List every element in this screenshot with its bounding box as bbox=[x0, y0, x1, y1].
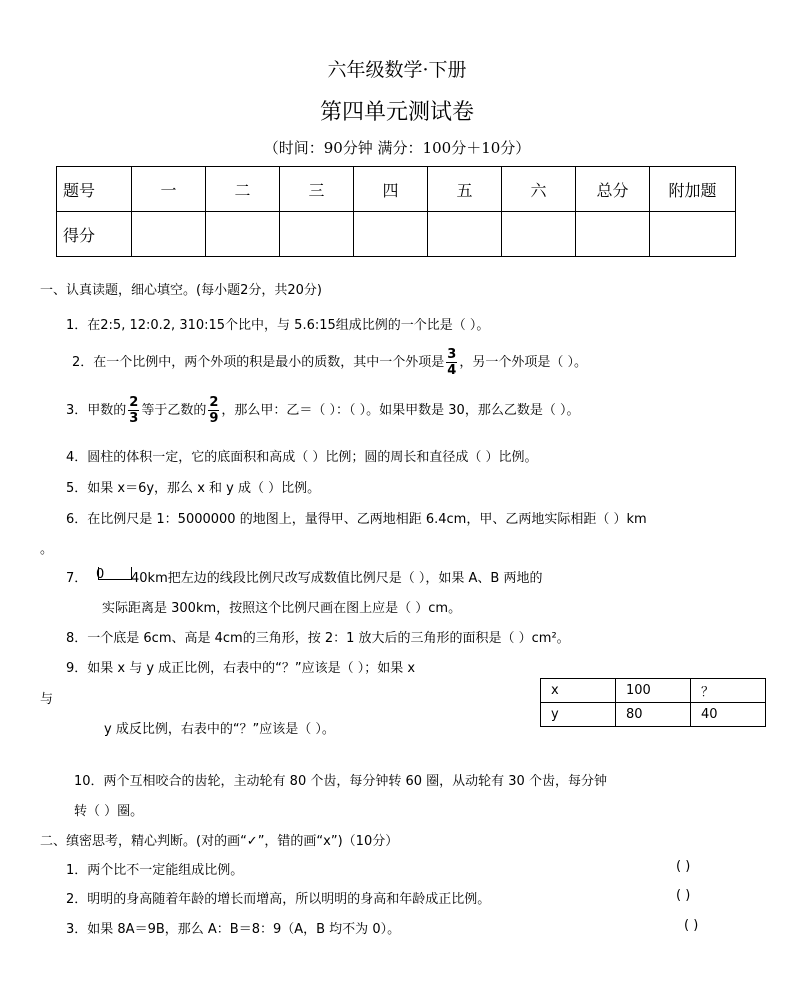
answer-slot-2-1[interactable]: ( ) bbox=[676, 859, 691, 874]
score-input-cell[interactable] bbox=[280, 212, 354, 257]
exam-title: 第四单元测试卷 bbox=[319, 100, 474, 125]
question-1-7-line2: 实际距离是 300km，按照这个比例尺画在图上应是（ ）cm。 bbox=[102, 601, 462, 616]
score-table-header-row bbox=[57, 167, 736, 212]
score-input-cell[interactable] bbox=[354, 212, 428, 257]
score-header-cell: 四 bbox=[354, 167, 428, 212]
score-header-cell: 二 bbox=[206, 167, 280, 212]
xy-table-cell: 100 bbox=[616, 679, 691, 703]
q3-text-b: 等于乙数的 bbox=[141, 403, 207, 418]
question-1-4: 4．圆柱的体积一定，它的底面积和高成（ ）比例；圆的周长和直径成（ ）比例。 bbox=[66, 450, 538, 465]
xy-table-row bbox=[541, 679, 766, 703]
exam-subtitle: （时间：90分钟 满分：100分＋10分） bbox=[263, 139, 531, 157]
q3-text-a: 3．甲数的 bbox=[66, 403, 127, 418]
score-input-cell[interactable] bbox=[428, 212, 502, 257]
question-2-2: 2．明明的身高随着年龄的增长而增高，所以明明的身高和年龄成正比例。 bbox=[66, 892, 491, 907]
score-header-cell: 附加题 bbox=[650, 167, 736, 212]
section2-heading: 二、缜密思考，精心判断。(对的画“✓”，错的画“x”)（10分） bbox=[40, 834, 399, 849]
question-1-6: 6．在比例尺是 1：5000000 的地图上，量得甲、乙两地相距 6.4cm，甲、乙两地实际相距（ ）km bbox=[66, 512, 647, 527]
score-input-cell[interactable] bbox=[502, 212, 576, 257]
question-2-1: 1．两个比不一定能组成比例。 bbox=[66, 863, 244, 878]
section1-heading: 一、认真读题，细心填空。(每小题2分，共20分) bbox=[40, 283, 322, 298]
question-1-6-tail: 。 bbox=[40, 542, 54, 557]
xy-value-table bbox=[540, 678, 766, 727]
question-2-3: 3．如果 8A＝9B，那么 A：B＝8：9（A，B 均不为 0）。 bbox=[66, 922, 401, 937]
question-1-8: 8．一个底是 6cm、高是 4cm的三角形，按 2：1 放大后的三角形的面积是（ ）cm²。 bbox=[66, 631, 570, 646]
xy-table-cell: ？ bbox=[691, 679, 766, 703]
question-1-7-number: 7． bbox=[66, 571, 88, 586]
fraction-numerator: 2 bbox=[129, 395, 139, 410]
score-input-cell[interactable] bbox=[132, 212, 206, 257]
question-1-3 bbox=[66, 396, 579, 425]
score-input-cell[interactable] bbox=[650, 212, 736, 257]
scale-bar-zero-label: 0 bbox=[96, 567, 105, 582]
score-header-cell: 六 bbox=[502, 167, 576, 212]
score-header-cell: 一 bbox=[132, 167, 206, 212]
xy-table-cell: 40 bbox=[691, 703, 766, 727]
q2-text-b: ，另一个外项是（ ）。 bbox=[459, 355, 587, 370]
question-1-9-wrap: 与 bbox=[40, 692, 54, 707]
question-1-9-line2: y 成反比例，右表中的“？”应该是（ ）。 bbox=[104, 722, 335, 737]
question-1-9: 9．如果 x 与 y 成正比例，右表中的“？”应该是（ ）；如果 x bbox=[66, 661, 416, 676]
fraction-numerator: 2 bbox=[209, 395, 219, 410]
xy-table-cell: x bbox=[541, 679, 616, 703]
score-table-score-row bbox=[57, 212, 736, 257]
score-input-cell[interactable] bbox=[206, 212, 280, 257]
fraction-two-ninths bbox=[208, 396, 219, 425]
question-1-7: 40km把左边的线段比例尺改写成数值比例尺是（ ），如果 A、B 两地的 bbox=[131, 571, 543, 586]
question-1-2 bbox=[72, 348, 587, 377]
score-header-cell: 五 bbox=[428, 167, 502, 212]
score-input-cell[interactable] bbox=[576, 212, 650, 257]
question-1-10-line2: 转（ ）圈。 bbox=[74, 804, 144, 819]
q2-text-a: 2．在一个比例中，两个外项的积是最小的质数，其中一个外项是 bbox=[72, 355, 445, 370]
score-header-cell: 总分 bbox=[576, 167, 650, 212]
fraction-two-thirds bbox=[128, 396, 139, 425]
answer-slot-2-3[interactable]: ( ) bbox=[684, 918, 699, 933]
score-row-label: 得分 bbox=[57, 212, 132, 257]
fraction-denominator: 9 bbox=[209, 411, 219, 426]
fraction-denominator: 3 bbox=[129, 411, 139, 426]
q3-text-c: ，那么甲：乙＝（ ）：（ ）。如果甲数是 30，那么乙数是（ ）。 bbox=[221, 403, 580, 418]
fraction-three-quarters bbox=[446, 348, 457, 377]
fraction-numerator: 3 bbox=[447, 347, 457, 362]
xy-table-row bbox=[541, 703, 766, 727]
score-header-cell: 三 bbox=[280, 167, 354, 212]
fraction-denominator: 4 bbox=[447, 363, 457, 378]
question-1-1: 1．在2:5, 12:0.2, 310:15个比中，与 5.6:15组成比例的一个比是（ ）。 bbox=[66, 318, 490, 333]
score-table bbox=[56, 166, 736, 257]
book-title: 六年级数学·下册 bbox=[327, 59, 467, 81]
xy-table-cell: 80 bbox=[616, 703, 691, 727]
answer-slot-2-2[interactable]: ( ) bbox=[676, 888, 691, 903]
xy-table-cell: y bbox=[541, 703, 616, 727]
question-1-10: 10．两个互相咬合的齿轮，主动轮有 80 个齿，每分钟转 60 圈，从动轮有 30 个齿，每分钟 bbox=[74, 774, 607, 789]
score-header-cell: 题号 bbox=[57, 167, 132, 212]
question-1-5: 5．如果 x＝6y，那么 x 和 y 成（ ）比例。 bbox=[66, 481, 321, 496]
